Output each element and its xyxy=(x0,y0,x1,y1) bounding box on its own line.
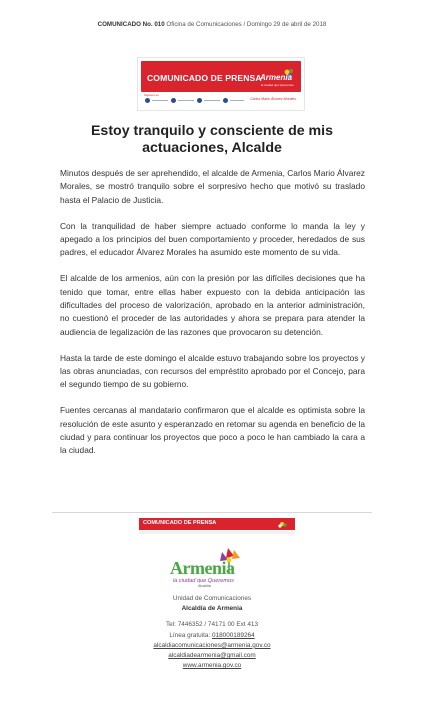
article-paragraph: Fuentes cercanas al mandatario confirmaron que el alcalde es optimista sobre la resolución de este asunto y esperanzado en retomar su agenda en beneficio de la ciudad y para continuar los proyectos que poco a poco le han cambiado la cara a la ciudad. xyxy=(60,405,365,456)
flower-icon xyxy=(277,521,287,529)
press-banner-small xyxy=(139,518,299,535)
youtube-icon[interactable] xyxy=(223,98,228,103)
free-line-label: Línea gratuita: xyxy=(169,631,212,639)
header-line xyxy=(0,21,424,28)
footer-phone: Tel: 7446352 / 74171 00 Ext 413 xyxy=(165,621,259,629)
banner-title: COMUNICADO DE PRENSA xyxy=(147,73,262,83)
article-paragraph: Hasta la tarde de este domingo el alcalde estuvo trabajando sobre los proyectos y las obras anunciadas, con recursos del empréstito aprobado por el Concejo, para el segundo tiempo de su gobierno. xyxy=(60,352,365,390)
header-label: COMUNICADO No. 010 xyxy=(97,21,165,28)
banner-logo-word: Armenia xyxy=(260,73,293,82)
instagram-icon[interactable] xyxy=(197,98,202,103)
banner-logo-tagline: la ciudad que Queremos xyxy=(261,83,294,87)
banner2-stripe xyxy=(139,531,295,534)
footer-email-link[interactable]: alcaldiacomunicaciones@armenia.gov.co xyxy=(153,641,271,649)
armenia-logo-mini xyxy=(260,67,296,91)
social-links xyxy=(145,97,245,105)
armenia-logo xyxy=(168,556,256,590)
article-paragraph: Con la tranquilidad de haber siempre actuado conforme lo manda la ley y apegado a los principios del buen comportamiento y proceder, heredados de sus padres, el educador Álvarez Morales ha asumido este momento de su vida. xyxy=(60,220,365,258)
logo-tagline: la ciudad que Queremos xyxy=(173,578,234,584)
footer-office: Alcaldía de Armenia xyxy=(181,605,243,613)
social-handle xyxy=(152,100,168,101)
article-title: Estoy tranquilo y consciente de mis actuaciones, Alcalde xyxy=(90,123,334,156)
banner-red-band xyxy=(141,61,301,92)
facebook-icon[interactable] xyxy=(145,98,150,103)
footer-divider xyxy=(52,512,372,513)
logo-sub: Alcaldía xyxy=(198,584,211,588)
banner2-title: COMUNICADO DE PRENSA xyxy=(143,520,217,526)
press-banner xyxy=(137,57,305,111)
header-rest: Oficina de Comunicaciones / Domingo 29 de abril de 2018 xyxy=(164,21,327,28)
twitter-icon[interactable] xyxy=(171,98,176,103)
article-paragraph: Minutos después de ser aprehendido, el alcalde de Armenia, Carlos Mario Álvarez Morales, se mostró tranquilo sobre el sorpresivo hecho que motivó su traslado hasta el Palacio de Justicia. xyxy=(60,168,365,205)
footer-contact xyxy=(0,594,424,671)
footer-email-link[interactable]: alcaldiadearmenia@gmail.com xyxy=(168,652,256,660)
social-label: Siganos en xyxy=(144,93,160,97)
footer-unit: Unidad de Comunicaciones xyxy=(172,595,252,602)
footer-website-link[interactable]: www.armenia.gov.co xyxy=(182,662,242,670)
footer-free-line xyxy=(0,631,424,641)
social-handle xyxy=(204,100,220,101)
social-handle xyxy=(230,100,244,101)
logo-word: Armenia xyxy=(170,558,235,578)
banner-signature: Carlos Mario Álvarez Morales xyxy=(250,97,296,101)
banner2-red-band xyxy=(139,518,295,530)
free-line-number[interactable]: 018000189264 xyxy=(211,631,255,639)
article-paragraph: El alcalde de los armenios, aún con la presión por las difíciles decisiones que ha tenido que tomar, entre ellas haber expuesto con la debida anticipación las dificultades del proceso de valorización, aprobado en la anterior administración, no cuestionó el proceder de las autoridades y ahora se prepara para atender la audiencia de legalización de las razones que provocaron su detención. xyxy=(60,273,365,337)
social-handle xyxy=(178,100,194,101)
article-body xyxy=(60,167,365,470)
